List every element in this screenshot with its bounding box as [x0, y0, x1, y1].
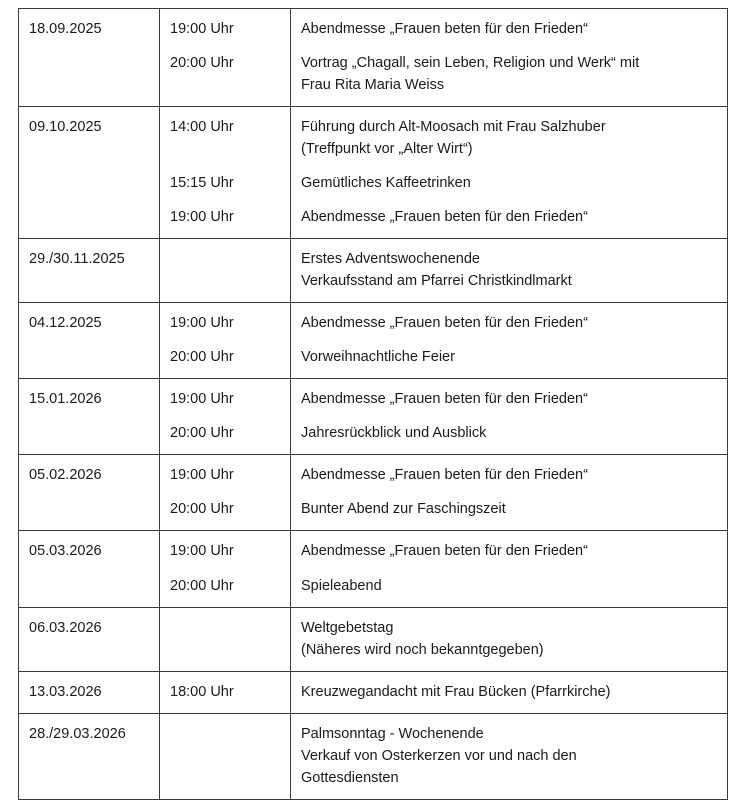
row-description: Abendmesse „Frauen beten für den Frieden“ Vorweihnachtliche Feier	[291, 303, 728, 379]
row-date: 13.03.2026	[19, 671, 160, 713]
row-times: 19:00 Uhr 20:00 Uhr	[160, 455, 291, 531]
row-times: 18:00 Uhr	[160, 671, 291, 713]
row-date: 09.10.2025	[19, 107, 160, 239]
row-description: Erstes Adventswochenende Verkaufsstand am Pfarrei Christkindlmarkt	[291, 239, 728, 303]
row-date: 04.12.2025	[19, 303, 160, 379]
row-description: Abendmesse „Frauen beten für den Frieden“ Spieleabend	[291, 531, 728, 607]
table-row	[19, 379, 728, 455]
schedule-table	[18, 8, 728, 800]
row-description: Führung durch Alt-Moosach mit Frau Salzhuber (Treffpunkt vor „Alter Wirt“) Gemütliches Kaffeetrinken Abendmesse „Frauen beten für den Frieden“	[291, 107, 728, 239]
row-date: 05.02.2026	[19, 455, 160, 531]
table-row	[19, 671, 728, 713]
row-description: Kreuzwegandacht mit Frau Bücken (Pfarrkirche)	[291, 671, 728, 713]
row-times: 19:00 Uhr 20:00 Uhr	[160, 379, 291, 455]
table-row	[19, 107, 728, 239]
row-times	[160, 713, 291, 799]
table-row	[19, 713, 728, 799]
row-times: 19:00 Uhr 20:00 Uhr	[160, 531, 291, 607]
table-row	[19, 9, 728, 107]
schedule-table-body	[19, 9, 728, 800]
row-description: Abendmesse „Frauen beten für den Frieden“ Bunter Abend zur Faschingszeit	[291, 455, 728, 531]
row-date: 28./29.03.2026	[19, 713, 160, 799]
row-date: 15.01.2026	[19, 379, 160, 455]
row-date: 18.09.2025	[19, 9, 160, 107]
row-times: 19:00 Uhr 20:00 Uhr	[160, 9, 291, 107]
row-date: 06.03.2026	[19, 607, 160, 671]
table-row	[19, 531, 728, 607]
table-row	[19, 303, 728, 379]
row-date: 05.03.2026	[19, 531, 160, 607]
row-description: Weltgebetstag (Näheres wird noch bekanntgegeben)	[291, 607, 728, 671]
row-description: Palmsonntag - Wochenende Verkauf von Osterkerzen vor und nach den Gottesdiensten	[291, 713, 728, 799]
row-times: 19:00 Uhr 20:00 Uhr	[160, 303, 291, 379]
row-date: 29./30.11.2025	[19, 239, 160, 303]
row-times	[160, 607, 291, 671]
table-row	[19, 239, 728, 303]
row-times: 14:00 Uhr 15:15 Uhr 19:00 Uhr	[160, 107, 291, 239]
row-description: Abendmesse „Frauen beten für den Frieden“ Vortrag „Chagall, sein Leben, Religion und Werk“ mit Frau Rita Maria Weiss	[291, 9, 728, 107]
row-times	[160, 239, 291, 303]
table-row	[19, 455, 728, 531]
row-description: Abendmesse „Frauen beten für den Frieden“ Jahresrückblick und Ausblick	[291, 379, 728, 455]
table-row	[19, 607, 728, 671]
